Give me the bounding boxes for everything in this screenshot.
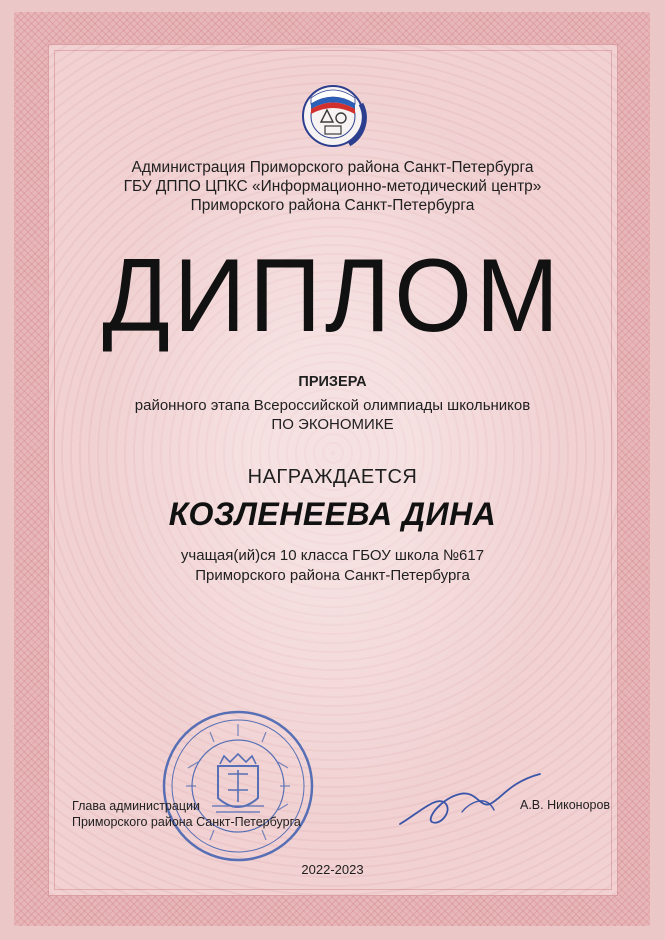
official-seal-icon	[158, 706, 318, 866]
issuing-organization	[40, 158, 625, 215]
signatory-name: А.В. Никоноров	[520, 798, 611, 812]
award-role: ПРИЗЕРА	[298, 374, 367, 390]
signatory-position	[72, 798, 301, 830]
academic-year: 2022-2023	[301, 862, 364, 877]
position-line-1: Глава администрации	[72, 799, 200, 813]
recipient-name: КОЗЛЕНЕЕВА ДИНА	[168, 496, 497, 532]
olympiad-emblem-icon	[293, 74, 373, 154]
event-description	[40, 396, 625, 434]
recipient-line-2: Приморского района Санкт-Петербурга	[195, 567, 470, 584]
recipient-details	[40, 546, 625, 586]
event-line-1: районного этапа Всероссийской олимпиады школьников	[134, 397, 531, 414]
awarded-label: НАГРАЖДАЕТСЯ	[247, 466, 418, 488]
position-line-2: Приморского района Санкт-Петербурга	[72, 815, 301, 829]
event-line-2: ПО ЭКОНОМИКЕ	[271, 416, 394, 433]
org-line-2: ГБУ ДППО ЦПКС «Информационно-методический центр»	[123, 178, 542, 195]
org-line-3: Приморского района Санкт-Петербурга	[190, 197, 475, 214]
diploma-title: ДИПЛОМ	[102, 238, 563, 354]
recipient-line-1: учащая(ий)ся 10 класса ГБОУ школа №617	[180, 547, 485, 564]
org-line-1: Администрация Приморского района Санкт-Петербурга	[131, 159, 534, 176]
